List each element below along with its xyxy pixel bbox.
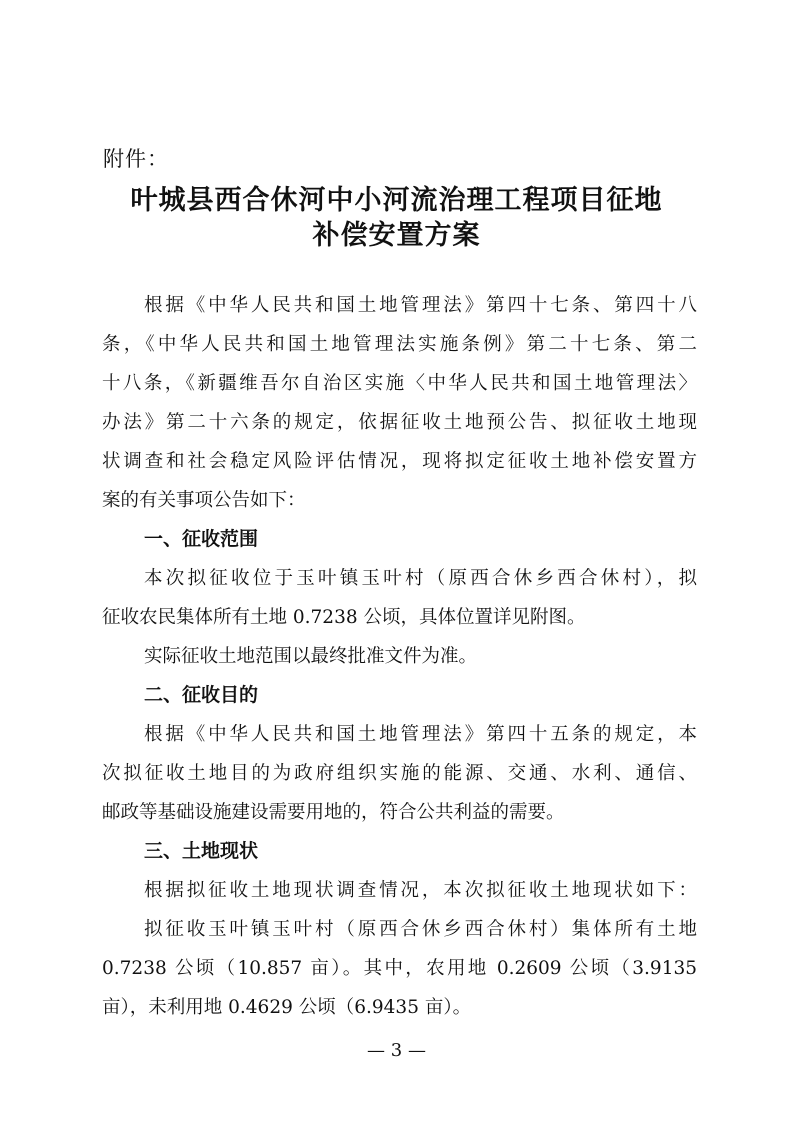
page-number: — 3 — xyxy=(367,1040,426,1061)
body-text-line: 亩），未利用地 0.4629 公顷（6.9435 亩）。 xyxy=(102,997,472,1018)
page-title-line-1: 叶城县西合休河中小河流治理工程项目征地 xyxy=(130,185,663,216)
body-text-line: 根据《中华人民共和国土地管理法》第四十七条、第四十八 xyxy=(144,295,697,316)
body-text-line: 本次拟征收位于玉叶镇玉叶村（原西合休乡西合休村），拟 xyxy=(144,568,697,589)
body-text-line: 实际征收土地范围以最终批准文件为准。 xyxy=(144,646,478,667)
body-text-line: 次拟征收土地目的为政府组织实施的能源、交通、水利、通信、 xyxy=(102,763,697,784)
section-heading: 二、征收目的 xyxy=(144,684,259,706)
body-text-line: 拟征收玉叶镇玉叶村（原西合休乡西合休村）集体所有土地 xyxy=(144,919,697,940)
body-text-line: 案的有关事项公告如下： xyxy=(102,490,306,511)
body-text-line: 根据《中华人民共和国土地管理法》第四十五条的规定，本 xyxy=(144,724,697,745)
body-text-line: 办法》第二十六条的规定，依据征收土地预公告、拟征收土地现 xyxy=(102,412,697,433)
attachment-label: 附件： xyxy=(103,147,169,171)
body-text-line: 邮政等基础设施建设需要用地的，符合公共利益的需要。 xyxy=(102,802,565,823)
body-text-line: 条，《中华人民共和国土地管理法实施条例》第二十七条、第二 xyxy=(102,334,697,355)
section-heading: 一、征收范围 xyxy=(144,528,259,550)
body-text-line: 十八条，《新疆维吾尔自治区实施〈中华人民共和国土地管理法〉 xyxy=(102,373,697,394)
body-text-line: 状调查和社会稳定风险评估情况，现将拟定征收土地补偿安置方 xyxy=(102,451,697,472)
body-text-line: 征收农民集体所有土地 0.7238 公顷，具体位置详见附图。 xyxy=(102,607,586,628)
body-text-line: 根据拟征收土地现状调查情况，本次拟征收土地现状如下： xyxy=(144,880,697,901)
page-title-line-2: 补偿安置方案 xyxy=(312,220,481,251)
body-text-line: 0.7238 公顷（10.857 亩）。其中，农用地 0.2609 公顷（3.9135 xyxy=(102,958,697,979)
section-heading: 三、土地现状 xyxy=(144,840,259,862)
document-body xyxy=(102,286,697,1027)
